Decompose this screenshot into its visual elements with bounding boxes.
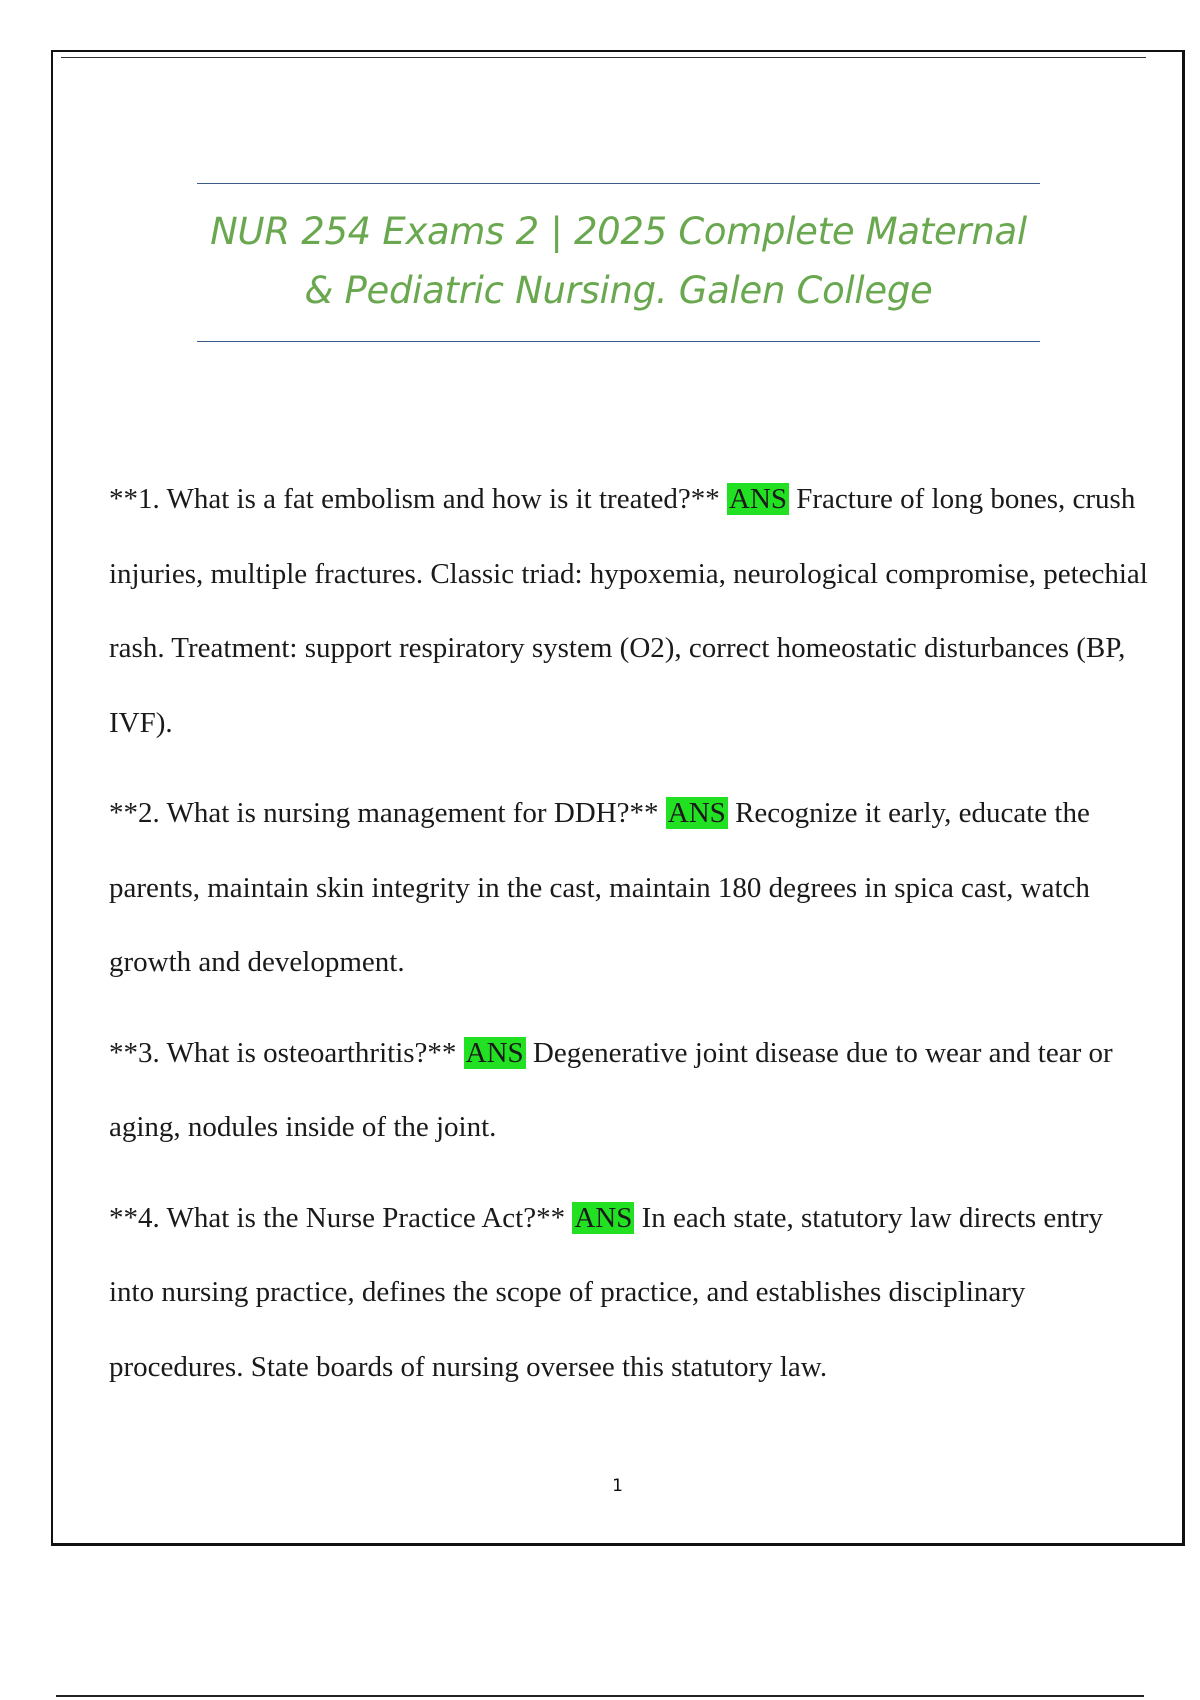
title-line-2: & Pediatric Nursing. Galen College bbox=[304, 269, 933, 312]
answer-text: In each state, statutory law directs entry into nursing practice, defines the scope of practice, and establishes disciplinary procedures. State boards of nursing oversee this statutory law. bbox=[109, 1201, 1104, 1383]
qa-item-4 bbox=[109, 1181, 1149, 1405]
qa-item-1 bbox=[109, 462, 1149, 760]
qa-item-3 bbox=[109, 1016, 1149, 1165]
document-page bbox=[51, 50, 1185, 1546]
document-title bbox=[197, 202, 1040, 320]
title-top-rule bbox=[197, 183, 1040, 184]
ans-highlight: ANS bbox=[729, 483, 788, 515]
ans-highlight: ANS bbox=[574, 1201, 633, 1234]
answer-text: Degenerative joint disease due to wear and tear or aging, nodules inside of the joint. bbox=[109, 1036, 1113, 1143]
page-top-rule bbox=[61, 57, 1146, 58]
title-bottom-rule bbox=[197, 341, 1040, 342]
ans-highlight: ANS bbox=[465, 1036, 524, 1069]
page-number: 1 bbox=[612, 1476, 623, 1496]
qa-list bbox=[109, 462, 1149, 1404]
answer-text: Fracture of long bones, crush injuries, multiple fractures. Classic triad: hypoxemia, neurological compromise, petechial rash. Treatment: support respiratory system (O2), correct homeostatic disturbances (BP, IVF). bbox=[109, 483, 1148, 739]
title-line-1: NUR 254 Exams 2 | 2025 Complete Maternal bbox=[210, 210, 1027, 253]
next-page-top-rule bbox=[56, 1695, 1144, 1697]
question-text: **3. What is osteoarthritis?** bbox=[109, 1036, 457, 1069]
ans-highlight: ANS bbox=[667, 797, 726, 829]
answer-text: Recognize it early, educate the parents, maintain skin integrity in the cast, maintain 180 degrees in spica cast, watch growth and development. bbox=[109, 797, 1090, 978]
qa-item-2 bbox=[109, 776, 1149, 1000]
question-text: **4. What is the Nurse Practice Act?** bbox=[109, 1201, 566, 1234]
question-text: **1. What is a fat embolism and how is it treated?** bbox=[109, 483, 720, 515]
question-text: **2. What is nursing management for DDH?** bbox=[109, 797, 659, 829]
